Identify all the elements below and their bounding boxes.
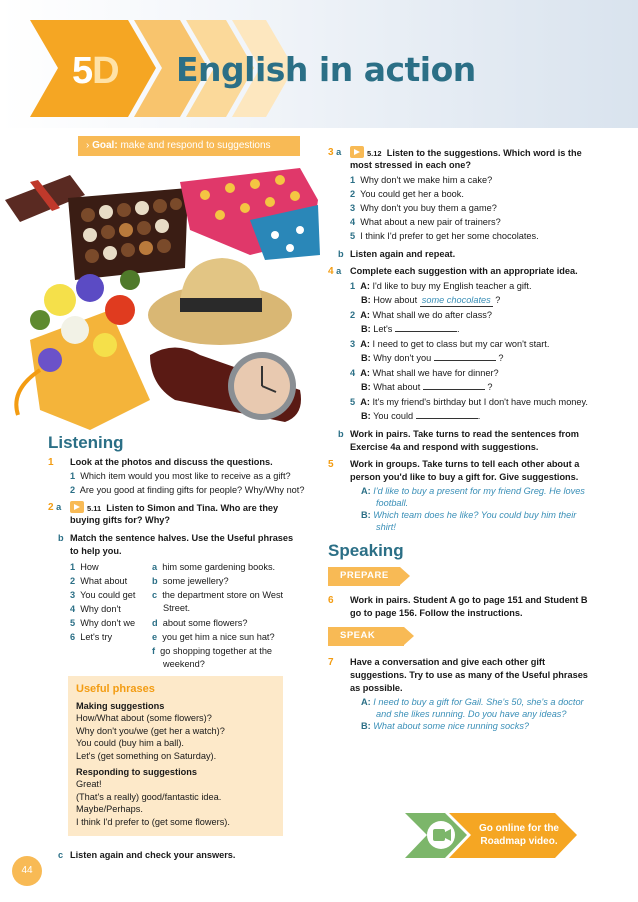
exercise-5-number: 5: [328, 459, 334, 470]
prepare-band: PREPARE: [328, 567, 400, 586]
dialogue-item: 3 A: I need to get to class but my car won't start.: [350, 339, 550, 349]
right-half-item: b some jewellery?: [152, 576, 229, 586]
exercise-3b-letter: b: [338, 249, 344, 259]
dialogue-item: 1 A: I'd like to buy my English teacher a gift.: [350, 281, 532, 291]
exercise-2b-instruction-line2: to help you.: [70, 546, 122, 556]
listening-heading: Listening: [48, 433, 124, 452]
right-half-item: e you get him a nice sun hat?: [152, 632, 275, 642]
dialogue-item: 4 A: What shall we have for dinner?: [350, 368, 499, 378]
dialogue-answer: B: How about some chocolates ?: [361, 294, 500, 307]
sun-hat-image: [148, 258, 292, 345]
audio-track-number: 5.12: [367, 149, 382, 158]
exercise-5-instruction-line2: person you'd like to buy a gift for. Give suggestions.: [350, 472, 579, 482]
goal-banner: [78, 136, 300, 156]
example-line-a: A: I'd like to buy a present for my friend Greg. He loves: [361, 486, 585, 496]
phrase: Why don't you/we (get her a watch)?: [76, 725, 225, 736]
page-number: 44: [12, 856, 42, 886]
dialogue-item: 5 A: It's my friend's birthday but I don't have much money.: [350, 397, 588, 407]
dialogue-item: 2 A: What shall we do after class?: [350, 310, 492, 320]
exercise-6-instruction: Work in pairs. Student A go to page 151 and Student B: [350, 595, 588, 605]
left-half-item: 4 Why don't: [70, 604, 121, 614]
exercise-4a-number: 4 a: [328, 266, 342, 277]
example-line-a-cont: and she likes running. Do you have any ideas?: [376, 709, 567, 719]
list-item: 1 Why don't we make him a cake?: [350, 175, 493, 185]
exercise-4b-letter: b: [338, 429, 344, 439]
example-line-a: A: I need to buy a gift for Gail. She's 50, she's a doctor: [361, 697, 584, 707]
exercise-3b-instruction: Listen again and repeat.: [350, 249, 456, 259]
exercise-6-instruction-line2: go to page 156. Follow the instructions.: [350, 608, 523, 618]
phrase: How/What about (some flowers)?: [76, 713, 212, 724]
exercise-6-number: 6: [328, 595, 334, 606]
exercise-1-instruction: Look at the photos and discuss the questions.: [70, 457, 273, 467]
list-item: 3 Why don't you buy them a game?: [350, 203, 497, 213]
exercise-2c-letter: c: [58, 850, 64, 860]
answer-field[interactable]: [434, 353, 496, 361]
dialogue-answer: B: Why don't you ?: [361, 353, 504, 363]
exercise-3a-instruction: 5.12 Listen to the suggestions. Which word is the: [350, 146, 582, 159]
right-half-item: a him some gardening books.: [152, 562, 276, 572]
exercise-2b-instruction: Match the sentence halves. Use the Useful phrases: [70, 533, 294, 543]
goal-label: Goal:: [92, 140, 118, 151]
socks-image: [180, 168, 320, 260]
exercise-3a-instruction-line2: most stressed in each one?: [350, 160, 472, 170]
dialogue-answer: B: You could .: [361, 411, 481, 421]
speaking-heading: Speaking: [328, 541, 404, 560]
list-item: 1 Which item would you most like to receive as a gift?: [70, 471, 291, 481]
useful-phrases-title: Useful phrases: [76, 683, 155, 695]
example-line-b: B: What about some nice running socks?: [361, 721, 530, 731]
phrase: Maybe/Perhaps.: [76, 804, 143, 815]
exercise-7-instruction-line3: as possible.: [350, 683, 403, 693]
page-title: English in action: [176, 50, 476, 89]
exercise-7-number: 7: [328, 657, 334, 668]
answer-field[interactable]: [416, 411, 478, 419]
gift-photos: [0, 160, 322, 430]
answer-field[interactable]: [395, 324, 457, 332]
flowers-image: [16, 270, 150, 430]
right-half-item-cont: weekend?: [163, 659, 205, 669]
list-item: 2 You could get her a book.: [350, 189, 464, 199]
phrase: Let's (get something on Saturday).: [76, 750, 217, 761]
useful-phrases-box: [68, 676, 283, 836]
answer-field[interactable]: [423, 382, 485, 390]
exercise-2c-instruction: Listen again and check your answers.: [70, 850, 236, 860]
audio-play-icon[interactable]: [350, 146, 364, 158]
list-item: 2 Are you good at finding gifts for people? Why/Why not?: [70, 485, 305, 495]
exercise-number: 1: [48, 457, 54, 468]
right-half-item-cont: Street.: [163, 603, 191, 613]
phrase: (That's a really) good/fantastic idea.: [76, 791, 222, 802]
dialogue-answer: B: What about ?: [361, 382, 493, 392]
left-half-item: 2 What about: [70, 576, 128, 586]
exercise-7-instruction-line2: suggestions. Try to use as many of the Useful phrases: [350, 670, 588, 680]
exercise-4a-instruction: Complete each suggestion with an appropriate idea.: [350, 266, 578, 276]
phrase: Great!: [76, 779, 102, 790]
exercise-5-instruction: Work in groups. Take turns to tell each other about a: [350, 459, 580, 469]
audio-track-number: 5.11: [87, 504, 102, 513]
goal-text: make and respond to suggestions: [120, 140, 271, 151]
left-half-item: 5 Why don't we: [70, 618, 136, 628]
exercise-1: [48, 456, 54, 470]
unit-number: 5D: [72, 50, 119, 92]
go-online-video-button[interactable]: [405, 813, 580, 858]
phrase: I think I'd prefer to (get some flowers).: [76, 816, 230, 827]
go-online-label: Go online for the Roadmap video.: [479, 823, 559, 847]
speak-band: SPEAK: [328, 627, 404, 646]
chocolate-box-image: [5, 175, 188, 280]
answer-field[interactable]: some chocolates: [420, 294, 493, 307]
example-line-b: B: Which team does he like? You could buy him their: [361, 510, 577, 520]
left-half-item: 6 Let's try: [70, 632, 113, 642]
dialogue-answer: B: Let's .: [361, 324, 460, 334]
responding-heading: Responding to suggestions: [76, 766, 197, 777]
exercise-3a-number: 3 a: [328, 147, 342, 158]
example-line-a-cont: football.: [376, 498, 409, 508]
exercise-2a-instruction: 5.11 Listen to Simon and Tina. Who are they: [70, 501, 278, 514]
left-half-item: 3 You could get: [70, 590, 136, 600]
right-half-item: c the department store on West: [152, 590, 284, 600]
exercise-2a-number: 2 a: [48, 502, 62, 513]
audio-play-icon[interactable]: [70, 501, 84, 513]
left-half-item: 1 How: [70, 562, 99, 572]
phrase: You could (buy him a ball).: [76, 738, 184, 749]
right-half-item: f go shopping together at the: [152, 646, 273, 656]
exercise-4b-instruction-line2: Exercise 4a and respond with suggestions.: [350, 442, 539, 452]
exercise-2a-instruction-line2: buying gifts for? Why?: [70, 515, 171, 525]
list-item: 4 What about a new pair of trainers?: [350, 217, 501, 227]
list-item: 5 I think I'd prefer to get her some chocolates.: [350, 231, 539, 241]
exercise-4b-instruction: Work in pairs. Take turns to read the sentences from: [350, 429, 579, 439]
making-suggestions-heading: Making suggestions: [76, 700, 165, 711]
exercise-7-instruction: Have a conversation and give each other gift: [350, 657, 546, 667]
exercise-2b-letter: b: [58, 533, 64, 543]
watch-image: [150, 348, 301, 423]
right-half-item: d about some flowers?: [152, 618, 248, 628]
chevron-right-icon: ›: [86, 140, 93, 151]
example-line-b-cont: shirt!: [376, 522, 396, 532]
